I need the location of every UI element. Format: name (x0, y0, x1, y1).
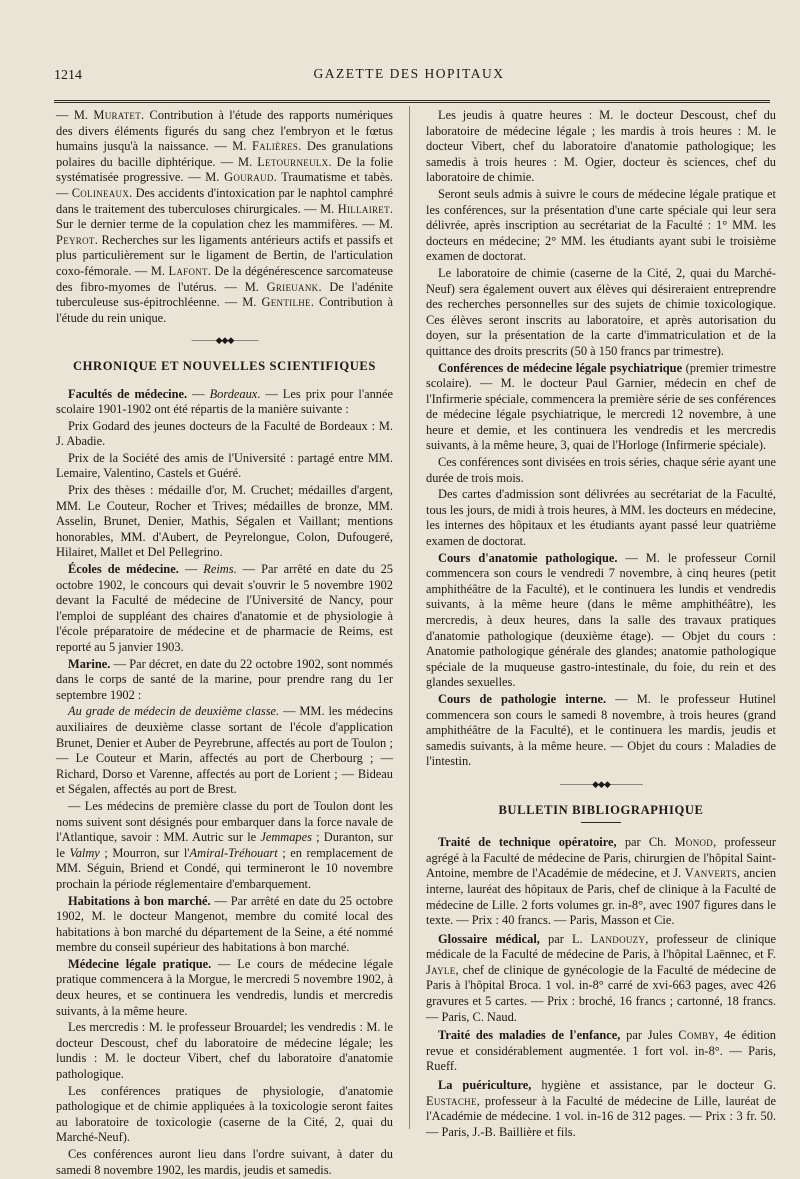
pathologie-paragraph: Cours de pathologie interne. — M. le professeur Hutinel commencera son cours le samedi 8 novembre, à trois heures (grand amphithéâtre de la Faculté), et le continuera les mardis, jeudis et samedis suivants, à la même heure. — Objet du cours : Maladies de l'intestin. (426, 691, 777, 769)
header-rule (54, 100, 770, 103)
psychiatrique-paragraph: Conférences de médecine légale psychiatrique (premier trimestre scolaire). — M. le docteur Paul Garnier, médecin en chef de l'Infirmerie spéciale, commencera la première série de ses conférences de médecine légale psychiatrique, le mercredi 12 novembre, à une heure et demie, et les continuera les vendredis et les mercredis suivants, à la même heure, 3, quai de l'Horloge (Infirmerie spéciale). (426, 360, 776, 453)
laboratoire-paragraph: Le laboratoire de chimie (caserne de la Cité, 2, quai du Marché-Neuf) sera également ouvert aux élèves qui désireraient entreprendre des recherches personnelles sur des sujets de chimie toxicologique. Ces élèves seront inscrits au laboratoire, et après autorisation du doyen, sur la présentation de la carte d'immatriculation et de la quittance des droits prescrits (50 à 150 francs par trimestre). (426, 265, 776, 358)
conferences-paragraph: Les conférences pratiques de physiologie, d'anatomie pathologique et de chimie appliquées à la toxicologie seront faites au laboratoire de toxicologie (caserne de la Cité, 2, quai du Marché-Neuf). (56, 1083, 393, 1145)
book-entry: Glossaire médical, par L. Landouzy, professeur de clinique médicale de la Faculté de médecine de Paris, à l'hôpital Laënnec, et F. Jayle, chef de clinique de gynécologie de la Faculté de médecine de Paris à l'hôpital Broca. 1 vol. in-8° carré de xvi-663 pages, avec 426 gravures et 5 cartes. — Prix : broché, 16 francs ; cartonné, 18 francs. — Paris, C. Naud. (426, 931, 777, 1024)
series-paragraph: Ces conférences sont divisées en trois séries, chaque série ayant une durée de trois mois. (426, 455, 776, 485)
thesis-list: — M. Muratet. Contribution à l'étude des rapports numériques des divers éléments figurés du sang chez l'embryon et le fœtus humains jusqu'à la naissance. — M. Falières. Des granulations polaires du bacille diphtérique. — M. Letourneulx. De la folie systématisée progressive. — M. Gouraud. Traumatisme et tabès. — Colineaux. Des accidents d'intoxication par le naphtol camphré dans le traitement des tuberculoses chirurgicales. — M. Hillairet. Sur le dernier terme de la copulation chez les mammifères. — M. Peyrot. Recherches sur les ligaments antérieurs actifs et passifs et plus particulièrement sur le ligament de Bertin, de l'articulation coxo-fémorale. — M. Lafont. De la dégénérescence sarcomateuse des fibro-myomes de l'utérus. — M. Grieuank. De l'adénite tuberculeuse sus-épitrochléenne. — M. Gentilhe. Contribution à l'étude du rein unique. (56, 108, 394, 325)
left-column (56, 108, 393, 1179)
reims-paragraph: Écoles de médecine. — Reims. — Par arrêté en date du 25 octobre 1902, le concours qui devait s'ouvrir le 5 novembre 1902 devant la Faculté de médecine de l'Université de Nancy, pour l'emploi de suppléant des chaires d'anatomie et de physiologie à l'école préparatoire de médecine et de pharmacie de Reims, est reporté au 5 janvier 1903. (56, 562, 393, 654)
chronique-heading: CHRONIQUE ET NOUVELLES SCIENTIFIQUES (72, 358, 377, 373)
bulletin-heading: BULLETIN BIBLIOGRAPHIQUE (498, 802, 704, 817)
prix-theses: Prix des thèses : médaille d'or, M. Cruchet; médailles d'argent, MM. Le Couteur, Rocher et Trives; médailles de bronze, MM. Asselin, Brunet, Denier, Mathis, Ségalen et Vaillant; mentions honorables, MM. d'Aubert, de Peyrelongue, Colon, Dufougeré, Hilairet, Mallet et Del Pellegrino. (56, 483, 393, 560)
mercredis-paragraph: Les mercredis : M. le professeur Brouardel; les vendredis : M. le docteur Descoust, chef du laboratoire de médecine légale; les lundis : M. le docteur Vibert, chef du laboratoire d'anatomie pathologique. (56, 1020, 393, 1082)
section-separator: ———◆◆◆——— (191, 335, 258, 346)
column-divider (409, 106, 410, 1129)
book-entry: Traité des maladies de l'enfance, par Jules Comby, 4e édition revue et considérablement augmentée. 1 fort vol. in-8°. — Paris, Rueff. (426, 1028, 776, 1074)
book-entry: La puériculture, hygiène et assistance, par le docteur G. Eustache, professeur à la Faculté de médecine de Lille, lauréat de l'Académie de médecine. 1 vol. in-16 de 312 pages. — Prix : 3 fr. 50. — Paris, J.-B. Baillière et fils. (426, 1078, 776, 1139)
section-separator: ————◆◆◆———— (560, 778, 642, 789)
cartes-paragraph: Des cartes d'admission sont délivrées au secrétariat de la Faculté, tous les jours, de midi à trois heures, à MM. les docteurs en médecine, les internes des hôpitaux et les étudiants ayant passé leur quatrième examen de doctorat. (426, 487, 776, 549)
marine-premiere-paragraph: — Les médecins de première classe du port de Toulon dont les noms suivent sont désignés pour embarquer dans la force navale de l'Atlantique, savoir : MM. Autric sur le Jemmapes ; Duranton, sur le Valmy ; Mourron, sur l'Amiral-Tréhouart ; en remplacement de MM. Séguin, Briend et Condé, qui termineront le 10 novembre prochain la période réglementaire d'embarquement. (56, 798, 393, 891)
right-column (426, 108, 776, 1143)
medecine-legale-paragraph: Médecine légale pratique. — Le cours de médecine légale pratique commencera à la Morgue, le mercredi 5 novembre 1902, à deux heures, et se continuera les vendredis, lundis et mercredis suivants, à la même heure. (56, 956, 393, 1018)
jeudis-paragraph: Les jeudis à quatre heures : M. le docteur Descoust, chef du laboratoire de médecine légale ; les mardis à trois heures : M. le docteur Vibert, chef du laboratoire d'anatomie pathologique; les samedis à trois heures : M. Ogier, docteur ès sciences, chef du laboratoire de chimie. (426, 108, 776, 185)
bordeaux-paragraph: Facultés de médecine. — Bordeaux. — Les prix pour l'année scolaire 1901-1902 ont été répartis de la manière suivante : (56, 386, 393, 417)
anatomie-paragraph: Cours d'anatomie pathologique. — M. le professeur Cornil commencera son cours le vendredi 7 novembre, à cinq heures (petit amphithéâtre de la Faculté), et le continuera les lundis et vendredis suivants, à la même heure (dans le même amphithéâtre), les mercredis, à deux heures, dans la salle des travaux pratiques d'anatomie pathologique (deuxième étage). — Objet du cours : Anatomie pathologique générale des glandes; anatomie pathologique spéciale de la muqueuse gastro-intestinale, du foie, du rein et des glandes sexuelles. (426, 550, 776, 690)
habitations-paragraph: Habitations à bon marché. — Par arrêté en date du 25 octobre 1902, M. le docteur Mangenot, membre du comité local des habitations à bon marché du département de la Seine, a été nommé membre du conseil supérieur des habitations à bon marché. (56, 893, 393, 955)
journal-title: GAZETTE DES HOPITAUX (313, 66, 505, 81)
prix-societe: Prix de la Société des amis de l'Université : partagé entre MM. Lemaire, Valentino, Castels et Guéré. (56, 450, 393, 481)
page-number: 1214 (54, 68, 82, 83)
admission-paragraph: Seront seuls admis à suivre le cours de médecine légale pratique et les conférences, sur la présentation d'une carte spéciale qui leur sera délivrée, après inscription au secrétariat de la Faculté : 1° MM. les docteurs en médecine; 2° MM. les étudiants ayant subi le troisième examen de doctorat. (426, 186, 776, 264)
prix-godard: Prix Godard des jeunes docteurs de la Faculté de Bordeaux : M. J. Abadie. (56, 418, 393, 449)
page-header (48, 62, 770, 86)
marine-paragraph: Marine. — Par décret, en date du 22 octobre 1902, sont nommés dans le corps de santé de la marine, pour prendre rang du 1er septembre 1902 : (56, 656, 393, 702)
conferences-order-paragraph: Ces conférences auront lieu dans l'ordre suivant, à dater du samedi 8 novembre 1902, les mardis, jeudis et samedis. (56, 1147, 393, 1177)
marine-grade-paragraph: Au grade de médecin de deuxième classe. — MM. les médecins auxiliaires de deuxième classe sortant de l'école d'application Brunet, Denier et Auber de Peyrebrune, affectés au port de Toulon ; — Le Couteur et Marin, affectés au port de Cherbourg ; — Richard, Dorso et Varenne, affectés au port de Lorient ; — Bideau et Ségalen, affectés au port de Brest. (56, 704, 393, 797)
heading-underline (581, 822, 621, 823)
book-entry: Traité de technique opératoire, par Ch. Monod, professeur agrégé à la Faculté de médecine de Paris, chirurgien de l'hôpital Saint-Antoine, membre de l'Académie de médecine, et J. Vanverts, ancien interne, lauréat des hôpitaux de Paris, chef de clinique à la Faculté de médecine de Lille. 2 forts volumes gr. in-8°, avec 1907 figures dans le texte. — Prix : 40 francs. — Paris, Masson et Cie. (426, 835, 777, 928)
